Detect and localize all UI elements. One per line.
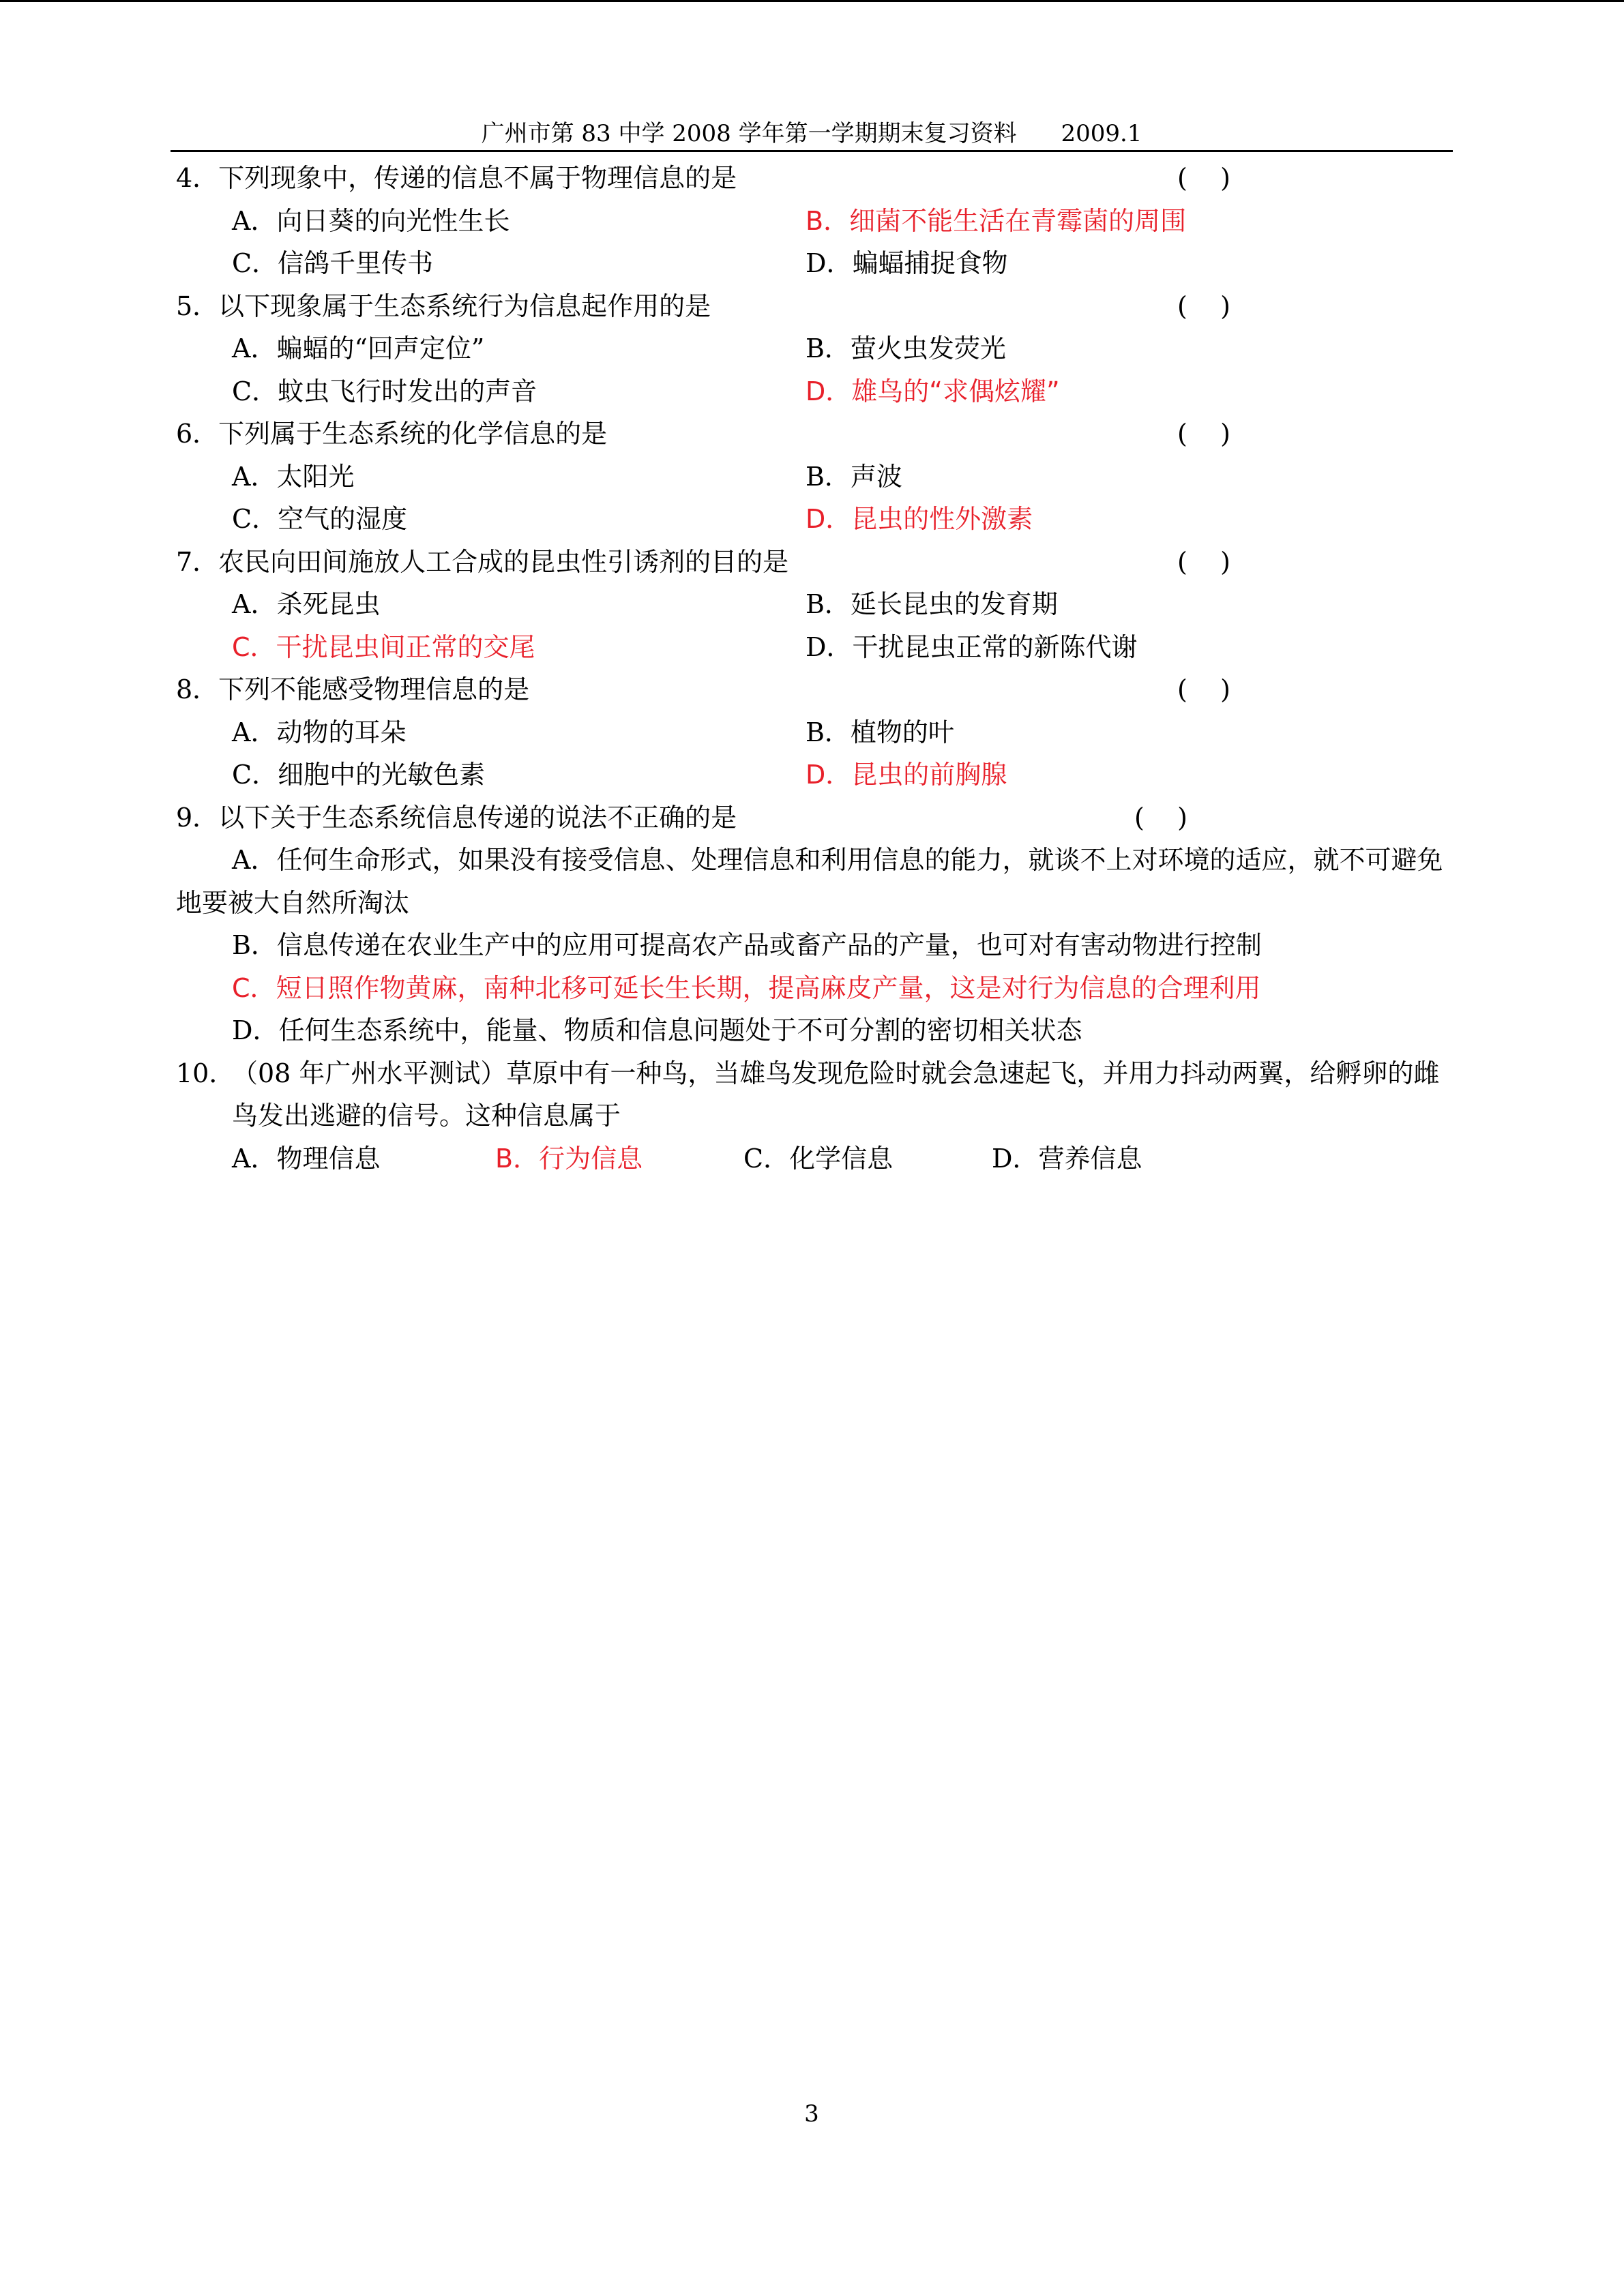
- question-text: 8．下列不能感受物理信息的是: [176, 674, 530, 704]
- option-b: B．声波: [806, 461, 902, 492]
- question-8-options-row-1: [176, 711, 1451, 754]
- question-text: 5．以下现象属于生态系统行为信息起作用的是: [176, 290, 711, 321]
- answer-paren: ( ): [1177, 290, 1230, 321]
- option-c-answer: C．短日照作物黄麻，南种北移可延长生长期，提高麻皮产量，这是对行为信息的合理利用: [232, 972, 1261, 1003]
- question-text: （08 年广州水平测试）草原中有一种鸟，当雄鸟发现危险时就会急速起飞，并用力抖动两翼，给孵卵的雌鸟发出逃避的信号。这种信息属于: [232, 1058, 1440, 1131]
- question-4-options-row-2: [176, 242, 1451, 285]
- question-9-option-a: A．任何生命形式，如果没有接受信息、处理信息和利用信息的能力，就谈不上对环境的适应，就不可避免地要被大自然所淘汰: [176, 845, 1443, 918]
- page-top-border: [0, 0, 1624, 2]
- answer-paren: ( ): [1177, 546, 1230, 577]
- question-6-options-row-2: [176, 498, 1451, 541]
- header-rule: [171, 150, 1453, 152]
- option-b: B．植物的叶: [806, 717, 954, 747]
- option-d: D．蝙蝠捕捉食物: [806, 248, 1008, 278]
- question-7-stem: [176, 541, 1451, 584]
- option-b: B．延长昆虫的发育期: [806, 589, 1058, 619]
- option-d-answer: D．昆虫的性外激素: [806, 504, 1033, 534]
- question-4-stem: [176, 157, 1451, 200]
- answer-paren: ( ): [1177, 163, 1230, 193]
- question-7-options-row-1: [176, 583, 1451, 626]
- option-d: D．任何生态系统中，能量、物质和信息问题处于不可分割的密切相关状态: [232, 1015, 1082, 1045]
- option-a: A．物理信息: [232, 1143, 381, 1174]
- option-d-answer: D．昆虫的前胸腺: [806, 760, 1007, 790]
- option-a: A．向日葵的向光性生长: [232, 205, 510, 236]
- question-8-stem: [176, 668, 1451, 711]
- option-a: A．蝙蝠的“回声定位”: [232, 333, 485, 363]
- option-c: C．空气的湿度: [232, 504, 408, 534]
- question-9-option-d-row: [176, 1009, 1451, 1052]
- question-8-options-row-2: [176, 754, 1451, 796]
- question-9-option-c-row: [176, 967, 1451, 1010]
- answer-paren: ( ): [1134, 802, 1187, 833]
- option-d-answer: D．雄鸟的“求偶炫耀”: [806, 376, 1060, 406]
- option-a: A．太阳光: [232, 461, 355, 492]
- option-a: A．动物的耳朵: [232, 717, 407, 747]
- question-10-stem: [176, 1052, 1451, 1137]
- question-number: 10．: [176, 1058, 235, 1088]
- page-number: 3: [804, 2100, 819, 2128]
- option-c: C．信鸽千里传书: [232, 248, 434, 278]
- question-9-stem: [176, 796, 1451, 839]
- option-b: B．信息传递在农业生产中的应用可提高农产品或畜产品的产量，也可对有害动物进行控制: [232, 930, 1262, 960]
- question-9-option-b-row: [176, 924, 1451, 967]
- answer-paren: ( ): [1177, 419, 1230, 449]
- question-5-stem: [176, 285, 1451, 328]
- question-6-options-row-1: [176, 456, 1451, 498]
- page-header: 广州市第 83 中学 2008 学年第一学期期末复习资料 2009.1: [481, 120, 1142, 147]
- option-b: B．萤火虫发荧光: [806, 333, 1006, 363]
- question-6-stem: [176, 413, 1451, 456]
- question-10-options-row: [176, 1137, 1451, 1180]
- question-text: 4．下列现象中，传递的信息不属于物理信息的是: [176, 163, 737, 193]
- question-5-options-row-1: [176, 327, 1451, 370]
- option-a: A．杀死昆虫: [232, 589, 381, 619]
- option-d: D．干扰昆虫正常的新陈代谢: [806, 631, 1138, 662]
- question-text: 9．以下关于生态系统信息传递的说法不正确的是: [176, 802, 737, 833]
- option-b-answer: B．细菌不能生活在青霉菌的周围: [806, 205, 1187, 236]
- option-c: C．细胞中的光敏色素: [232, 760, 486, 790]
- option-c: C．化学信息: [743, 1143, 894, 1174]
- question-7-options-row-2: [176, 626, 1451, 669]
- answer-paren: ( ): [1177, 674, 1230, 704]
- option-b-answer: B．行为信息: [495, 1143, 643, 1174]
- question-list: [176, 157, 1451, 1180]
- option-c-answer: C．干扰昆虫间正常的交尾: [232, 631, 535, 662]
- question-text: 7．农民向田间施放人工合成的昆虫性引诱剂的目的是: [176, 546, 789, 577]
- question-4-options-row-1: [176, 200, 1451, 243]
- option-c: C．蚊虫飞行时发出的声音: [232, 376, 537, 406]
- question-text: 6．下列属于生态系统的化学信息的是: [176, 419, 608, 449]
- question-5-options-row-2: [176, 370, 1451, 413]
- option-d: D．营养信息: [992, 1143, 1142, 1174]
